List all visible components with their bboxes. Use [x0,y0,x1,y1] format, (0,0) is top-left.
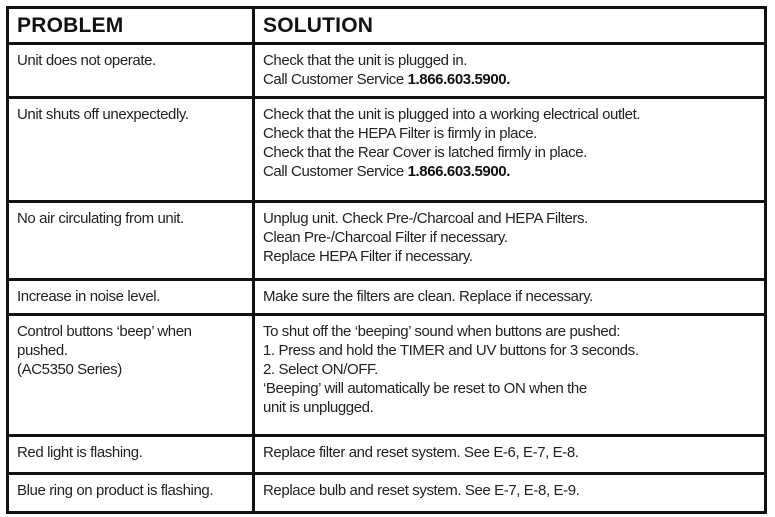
problem-model-note: (AC5350 Series) [17,361,122,378]
problem-text: pushed. [17,342,68,359]
problem-text: Increase in noise level. [17,288,160,305]
table-row [8,202,766,280]
solution-cell [254,474,766,513]
problem-cell [8,44,254,98]
solution-cell [254,202,766,280]
problem-cell [8,474,254,513]
problem-cell [8,436,254,474]
solution-text: Replace bulb and reset system. See E-7, E-8, E-9. [263,482,580,499]
problem-text: Red light is flashing. [17,444,143,461]
problem-text: Blue ring on product is flashing. [17,482,214,499]
solution-text: Unplug unit. Check Pre-/Charcoal and HEPA Filters. [263,210,588,227]
problem-text: Unit does not operate. [17,52,156,69]
table-row [8,98,766,202]
problem-column-header: PROBLEM [8,8,254,44]
problem-text: No air circulating from unit. [17,210,184,227]
solution-step: 1. Press and hold the TIMER and UV buttons for 3 seconds. [263,342,639,359]
solution-text: To shut off the ‘beeping’ sound when buttons are pushed: [263,323,621,340]
troubleshooting-table [6,6,767,514]
solution-column-header: SOLUTION [254,8,766,44]
solution-cell [254,436,766,474]
solution-text: Check that the HEPA Filter is firmly in place. [263,125,537,142]
solution-text: Call Customer Service 1.866.603.5900. [263,71,511,88]
solution-text: Check that the unit is plugged in. [263,52,468,69]
solution-step: 2. Select ON/OFF. [263,361,378,378]
problem-cell [8,202,254,280]
problem-cell [8,315,254,436]
problem-cell [8,98,254,202]
problem-text: Control buttons ‘beep’ when [17,323,192,340]
solution-text: Make sure the filters are clean. Replace if necessary. [263,288,593,305]
table-row [8,474,766,513]
table-row [8,44,766,98]
solution-text: Call Customer Service 1.866.603.5900. [263,163,511,180]
solution-cell [254,98,766,202]
solution-text: unit is unplugged. [263,399,374,416]
table-row [8,280,766,315]
table-row [8,436,766,474]
solution-cell [254,315,766,436]
table-row [8,315,766,436]
solution-cell [254,280,766,315]
solution-text: Check that the unit is plugged into a working electrical outlet. [263,106,641,123]
solution-text: Replace filter and reset system. See E-6, E-7, E-8. [263,444,579,461]
problem-cell [8,280,254,315]
solution-text: ‘Beeping’ will automatically be reset to ON when the [263,380,587,397]
problem-text: Unit shuts off unexpectedly. [17,106,189,123]
solution-text: Check that the Rear Cover is latched firmly in place. [263,144,587,161]
solution-cell [254,44,766,98]
customer-service-phone: 1.866.603.5900. [407,71,511,88]
solution-text: Replace HEPA Filter if necessary. [263,248,473,265]
customer-service-phone: 1.866.603.5900. [407,163,511,180]
solution-text: Clean Pre-/Charcoal Filter if necessary. [263,229,508,246]
table-header-row [8,8,766,44]
